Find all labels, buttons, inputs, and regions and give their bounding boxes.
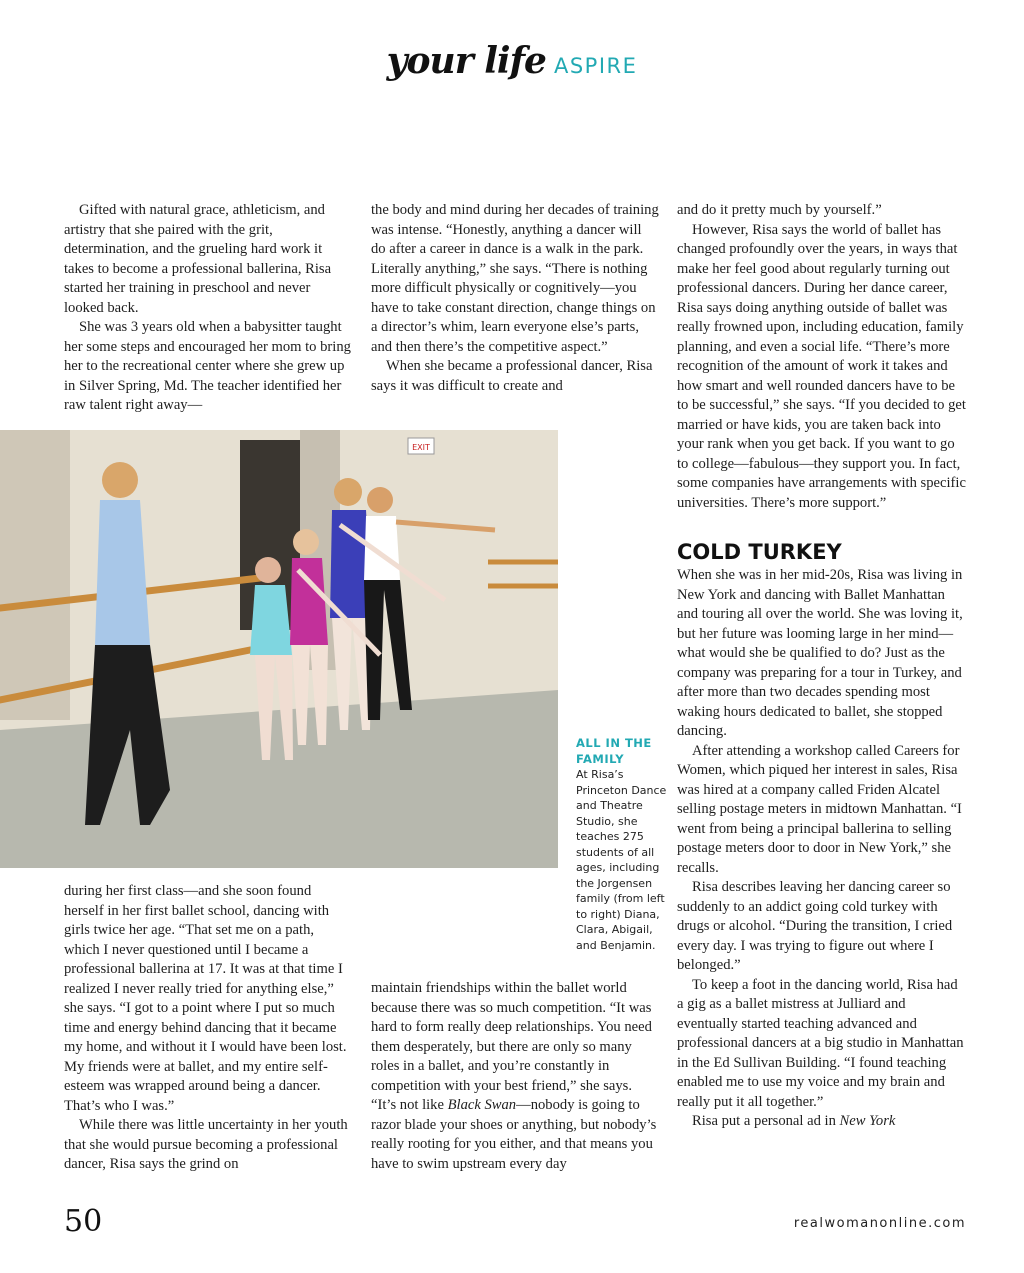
brand-logo: your life <box>386 40 546 82</box>
page-number: 50 <box>64 1204 103 1239</box>
paragraph: After attending a workshop called Careers for Women, which piqued her interest in sales, Risa was hired at a company called Friden Alcatel selling postage meters in midtown Manhattan. “I went from being a principal ballerina to selling postage meters door to door in New York,” she recalls. <box>677 742 962 876</box>
paragraph <box>677 1112 967 1132</box>
section-label: ASPIRE <box>553 54 638 78</box>
paragraph: While there was little uncertainty in her youth that she would pursue becoming a professional dancer, Risa says the grind on <box>64 1117 348 1172</box>
column-2-top <box>371 201 659 396</box>
paragraph: during her first class—and she soon found herself in her first ballet school, dancing with girls twice her age. “That set me on a path, which I never questioned until I became a professional ballerina at 17. It was at that time I realized I never really tried for anything else,” she says. “I got to a point where I put so much time and energy behind dancing that it became my home, and without it I would have been lost. My friends were at ballet, and my entire self-esteem was wrapped around being a dancer. That’s who I was.” <box>64 883 347 1114</box>
photo-illustration <box>0 430 558 868</box>
column-3 <box>677 201 967 1132</box>
film-title: Black Swan <box>447 1097 517 1113</box>
paragraph: and do it pretty much by yourself.” <box>677 202 882 218</box>
ballet-class-photo <box>0 430 558 868</box>
paragraph: However, Risa says the world of ballet has changed profoundly over the years, in ways that make her feel good about regularly turning out professional dancers. During her dance career, Risa says doing anything outside of ballet was really frowned upon, including education, family planning, and even a social life. “There’s more recognition of the amount of work it takes and how smart and well rounded dancers have to be to be successful,” she says. “If you decided to get married or have kids, you are taken back into your rank when you get back. If you want to go to college—fabulous—they support you. In fact, some companies have arrangements with specific universities. There’s more support.” <box>677 221 966 511</box>
magazine-header <box>0 40 1024 88</box>
paragraph: She was 3 years old when a babysitter taught her some steps and encouraged her mom to bring her to the recreational center where she grew up in Silver Spring, Md. The teacher identified her raw talent right away— <box>64 319 351 413</box>
paragraph: the body and mind during her decades of training was intense. “Honestly, anything a dancer will do after a career in dance is a walk in the park. Literally anything,” she says. “There is nothing more difficult physically or cognitively—you have to take constant direction, change things on a director’s whim, learn everyone else’s parts, and then there’s the competitive aspect.” <box>371 202 659 355</box>
paragraph: When she was in her mid-20s, Risa was living in New York and dancing with Ballet Manhattan and touring all over the world. She was loving it, but her future was looming large in her mind—what would she be qualified to do? Just as the company was preparing for a tour in Turkey, and after more than two decades spending most waking hours dedicated to ballet, she stopped dancing. <box>677 567 963 739</box>
paragraph: When she became a professional dancer, Risa says it was difficult to create and <box>371 358 653 394</box>
column-1-top <box>64 201 352 416</box>
paragraph: To keep a foot in the dancing world, Risa had a gig as a ballet mistress at Julliard and eventually started teaching advanced and professional dancers at a big studio in Manhattan in the Ed Sullivan Building. “I found teaching enabled me to use my voice and my brain and really put it all together.” <box>677 976 964 1110</box>
publication-title: New York <box>839 1113 896 1129</box>
column-2-bottom <box>371 979 659 1174</box>
paragraph <box>371 979 659 1174</box>
text-run: Risa put a personal ad in <box>692 1113 840 1129</box>
paragraph: Gifted with natural grace, athleticism, and artistry that she paired with the grit, determination, and the grueling hard work it takes to become a professional ballerina, Risa started her training in preschool and never looked back. <box>64 202 332 316</box>
text-run: maintain friendships within the ballet world because there was so much competition. “It was hard to form really deep relationships. You need them desperately, but there are only so many roles in a ballet, and you’re constantly in competition with your best friend,” she says. “It’s not like <box>371 980 652 1113</box>
caption-title: ALL IN THE FAMILY <box>576 736 652 766</box>
paragraph: Risa describes leaving her dancing career so suddenly to an addict going cold turkey with drugs or alcohol. “During the transition, I cried every day. I was trying to figure out where I belonged.” <box>677 879 953 973</box>
website-url: realwomanonline.com <box>793 1216 966 1231</box>
text-run: —nobody is going to razor blade your shoes or anything, but nobody’s really rooting for you either, and that means you have to swim upstream every day <box>371 1097 657 1172</box>
column-1-bottom <box>64 882 352 1175</box>
section-heading: COLD TURKEY <box>677 540 842 564</box>
caption-text: At Risa’s Princeton Dance and Theatre Studio, she teaches 275 students of all ages, including the Jorgensen family (from left to right) Diana, Clara, Abigail, and Benjamin. <box>576 768 667 952</box>
exit-sign-text: EXIT <box>412 443 430 452</box>
photo-caption <box>576 736 668 953</box>
